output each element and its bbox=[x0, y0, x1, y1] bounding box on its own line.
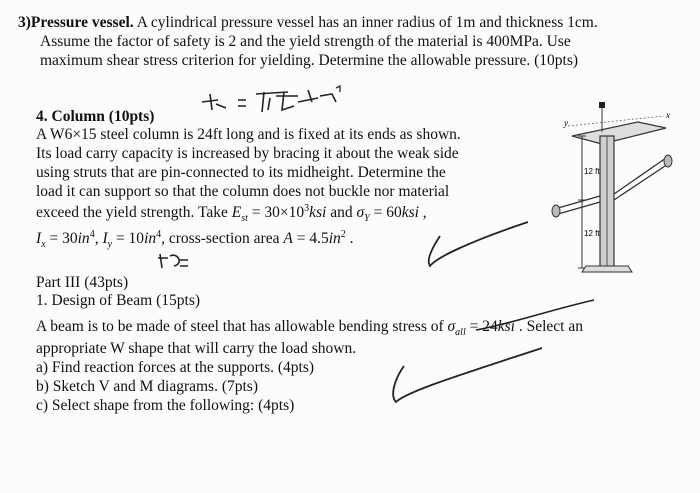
part3-item-c: c) Select shape from the following: (4pts) bbox=[36, 397, 295, 414]
dimension-label-top: 12 ft bbox=[584, 167, 600, 176]
iy-value: = 10 bbox=[112, 230, 145, 247]
problem4-line-4: load it can support so that the column does not buckle nor material bbox=[36, 183, 450, 200]
load-marker bbox=[599, 102, 605, 108]
dimension-label-bottom: 12 ft bbox=[584, 229, 600, 238]
part3-line-1-tail: . Select an bbox=[514, 318, 583, 335]
bottom-fixed-plate bbox=[582, 266, 632, 272]
allowable-stress-symbol: σ bbox=[447, 318, 456, 335]
modulus-value: = 30×10 bbox=[247, 204, 305, 221]
left-strut bbox=[558, 196, 600, 214]
ix-exponent: 4 bbox=[89, 228, 95, 240]
right-pin-icon bbox=[664, 155, 672, 167]
part3-title: Part III (43pts) bbox=[36, 274, 129, 291]
and-word: and bbox=[326, 204, 357, 221]
problem4-line-5 bbox=[36, 202, 427, 225]
allowable-stress-unit: ksi bbox=[497, 318, 515, 335]
iy-unit: in bbox=[144, 230, 157, 247]
trailing-comma: , bbox=[418, 204, 427, 221]
problem3-first-line bbox=[18, 14, 598, 32]
modulus-symbol: E bbox=[231, 204, 242, 221]
problem3-line-3: maximum shear stress criterion for yielding. Determine the allowable pressure. (10pts) bbox=[40, 52, 579, 69]
problem4-line-6: $I_x = 30in^4$, $I_y = 10in^4$, cross-section area $A = 4.5in^2$ . bbox=[36, 228, 354, 251]
modulus-exponent: 3 bbox=[304, 202, 310, 214]
iy-subscript: y bbox=[107, 239, 113, 251]
area-symbol: A bbox=[283, 230, 293, 247]
modulus-subscript: st bbox=[241, 213, 248, 225]
handwritten-note-scribble bbox=[198, 84, 398, 118]
pen-check-stroke bbox=[418, 214, 538, 274]
yield-stress-value: = 60 bbox=[369, 204, 402, 221]
part3-item-a: a) Find reaction forces at the supports. (4pts) bbox=[36, 359, 315, 376]
modulus-unit: ksi bbox=[309, 204, 327, 221]
column-figure bbox=[538, 96, 688, 276]
part3-line-2: appropriate W shape that will carry the load shown. bbox=[36, 340, 357, 357]
iy-symbol: I bbox=[102, 230, 108, 247]
allowable-stress-subscript: all bbox=[455, 327, 466, 339]
ix-subscript: x bbox=[41, 239, 46, 251]
problem3-line-2: Assume the factor of safety is 2 and the yield strength of the material is 400MPa. Use bbox=[40, 33, 571, 50]
problem3-title: 3)Pressure vessel. bbox=[18, 14, 134, 31]
pen-strike-stroke bbox=[470, 296, 600, 336]
problem4-line-5-text: exceed the yield strength. Take bbox=[36, 204, 228, 221]
area-period: . bbox=[345, 230, 354, 247]
left-pin-icon bbox=[552, 205, 560, 217]
yield-stress-subscript: Y bbox=[364, 213, 370, 225]
top-fixed-plate bbox=[572, 122, 666, 144]
design-beam-title: 1. Design of Beam (15pts) bbox=[36, 292, 201, 309]
handwritten-mark bbox=[156, 250, 216, 272]
ix-value: = 30 bbox=[45, 230, 78, 247]
problem4-line-2: Its load carry capacity is increased by bracing it about the weak side bbox=[36, 145, 459, 162]
area-exponent: 2 bbox=[340, 228, 346, 240]
area-text: , cross-section area bbox=[161, 230, 280, 247]
yield-stress-symbol: σ bbox=[356, 204, 365, 221]
pen-check-stroke-2 bbox=[376, 340, 546, 410]
problem3-line-1: A cylindrical pressure vessel has an inner radius of 1m and thickness 1cm. bbox=[136, 14, 598, 31]
part3-item-b: b) Sketch V and M diagrams. (7pts) bbox=[36, 378, 258, 395]
problem4-line-1: A W6×15 steel column is 24ft long and is fixed at its ends as shown. bbox=[36, 126, 461, 143]
allowable-stress-value: = 24 bbox=[465, 318, 498, 335]
axis-y-label: y bbox=[564, 118, 568, 128]
problem4-title: 4. Column (10pts) bbox=[36, 108, 155, 125]
iy-exponent: 4 bbox=[156, 228, 162, 240]
ix-unit: in bbox=[77, 230, 90, 247]
problem4-line-3: using struts that are pin-connected to its midheight. Determine the bbox=[36, 164, 446, 181]
area-unit: in bbox=[328, 230, 341, 247]
part3-line-1-text: A beam is to be made of steel that has allowable bending stress of bbox=[36, 318, 444, 335]
yield-stress-unit: ksi bbox=[401, 204, 419, 221]
ix-symbol: I bbox=[36, 230, 42, 247]
axis-x-label: x bbox=[666, 110, 670, 120]
area-value: = 4.5 bbox=[292, 230, 329, 247]
right-strut bbox=[614, 158, 668, 200]
